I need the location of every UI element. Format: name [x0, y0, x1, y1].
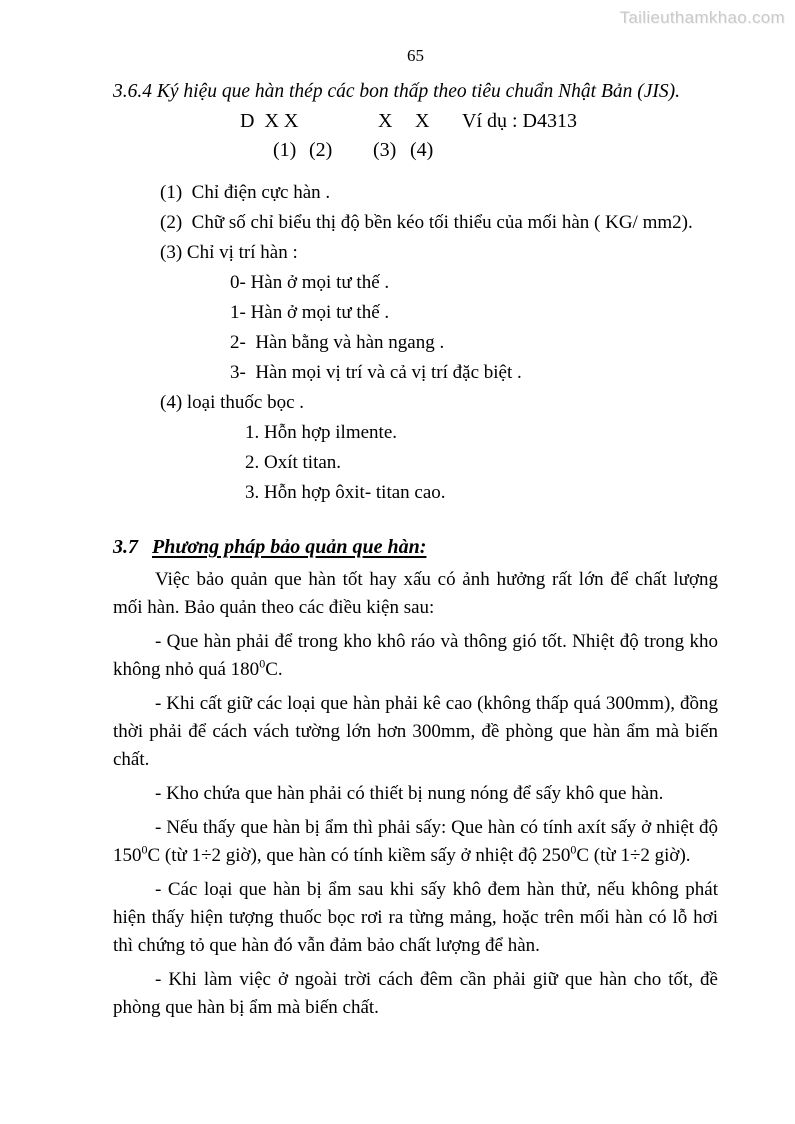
paragraph-dry-storage-tail: C. [265, 659, 283, 680]
section-364-heading: 3.6.4 Ký hiệu que hàn thép các bon thấp theo tiêu chuẩn Nhật Bản (JIS). [113, 81, 681, 102]
paragraph-test-after-drying: - Các loại que hàn bị ẩm sau khi sấy khô đem hàn thử, nếu không phát hiện thấy hiện tượng thuốc bọc rơi ra từng mảng, hoặc trên mối hàn có lỗ hơi thì chứng tỏ que hàn đó vẫn đảm bảo chất lượng để hàn. [113, 879, 718, 956]
coating-item-2: 3. Hỗn hợp ôxit- titan cao. [245, 482, 446, 503]
paragraph-dry-storage [113, 628, 718, 684]
paragraph-drying-temp-c: C (từ 1÷2 giờ). [576, 845, 691, 866]
coating-item-1: 2. Oxít titan. [245, 452, 342, 473]
section-37-number: 3.7 [113, 536, 138, 558]
coating-item-0: 1. Hỗn hợp ilmente. [245, 422, 397, 443]
position-item-3: 3- Hàn mọi vị trí và cả vị trí đặc biệt . [230, 362, 522, 383]
list-item-position: (3) Chỉ vị trí hàn : [160, 242, 298, 263]
section-37-title: Phương pháp bảo quản que hàn: [152, 536, 427, 558]
position-item-1: 1- Hàn ở mọi tư thế . [230, 302, 390, 323]
formula-x-position4: X [415, 110, 430, 132]
paragraph-intro: Việc bảo quản que hàn tốt hay xấu có ảnh hưởng rất lớn để chất lượng mối hàn. Bảo quản theo các điều kiện sau: [113, 569, 718, 618]
paragraph-outdoor-work: - Khi làm việc ở ngoài trời cách đêm cần phải giữ que hàn cho tốt, đề phòng que hàn bị ẩm mà biến chất. [113, 969, 718, 1018]
paragraph-rack-storage: - Khi cất giữ các loại que hàn phải kê cao (không thấp quá 300mm), đồng thời phải để cách vách tường lớn hơn 300mm, đề phòng que hàn ẩm mà biến chất. [113, 693, 718, 770]
page-content [113, 0, 718, 1022]
page-number: 65 [407, 46, 424, 65]
superscript-degree: 0 [141, 842, 148, 857]
position-item-2: 2- Hàn bằng và hàn ngang . [230, 332, 445, 353]
superscript-degree: 0 [259, 656, 266, 671]
list-item-strength: (2) Chữ số chỉ biểu thị độ bền kéo tối thiểu của mối hàn ( KG/ mm2). [160, 212, 693, 233]
position-item-0: 0- Hàn ở mọi tư thế . [230, 272, 390, 293]
paragraph-drying-temp-a: - Nếu thấy que hàn bị ẩm thì phải sấy: Que hàn có tính axít sấy ở nhiệt độ 150 [113, 817, 718, 866]
list-item-electrode: (1) Chỉ điện cực hàn . [160, 182, 331, 203]
formula-label-1: (1) [273, 139, 297, 161]
paragraph-drying-temperature [113, 814, 718, 870]
list-item-coating: (4) loại thuốc bọc . [160, 392, 305, 413]
formula-label-3: (3) [373, 139, 397, 161]
formula-label-4: (4) [410, 139, 434, 161]
formula-label-2: (2) [309, 139, 333, 161]
section-37-heading [113, 534, 718, 560]
site-watermark: Tailieuthamkhao.com [619, 8, 785, 27]
electrode-code-formula [113, 109, 718, 169]
paragraph-dry-storage-text: - Que hàn phải để trong kho khô ráo và thông gió tốt. Nhiệt độ trong kho không nhỏ quá 180 [113, 631, 718, 680]
formula-dxx: D X X [240, 110, 299, 132]
formula-x-position3: X [378, 110, 393, 132]
paragraph-heating-equipment: - Kho chứa que hàn phải có thiết bị nung nóng để sấy khô que hàn. [155, 783, 664, 804]
superscript-degree: 0 [570, 842, 577, 857]
paragraph-drying-temp-b: C (từ 1÷2 giờ), que hàn có tính kiềm sấy ở nhiệt độ 250 [147, 845, 571, 866]
electrode-code-explanation-list [113, 178, 718, 507]
formula-example: Ví dụ : D4313 [462, 110, 577, 132]
